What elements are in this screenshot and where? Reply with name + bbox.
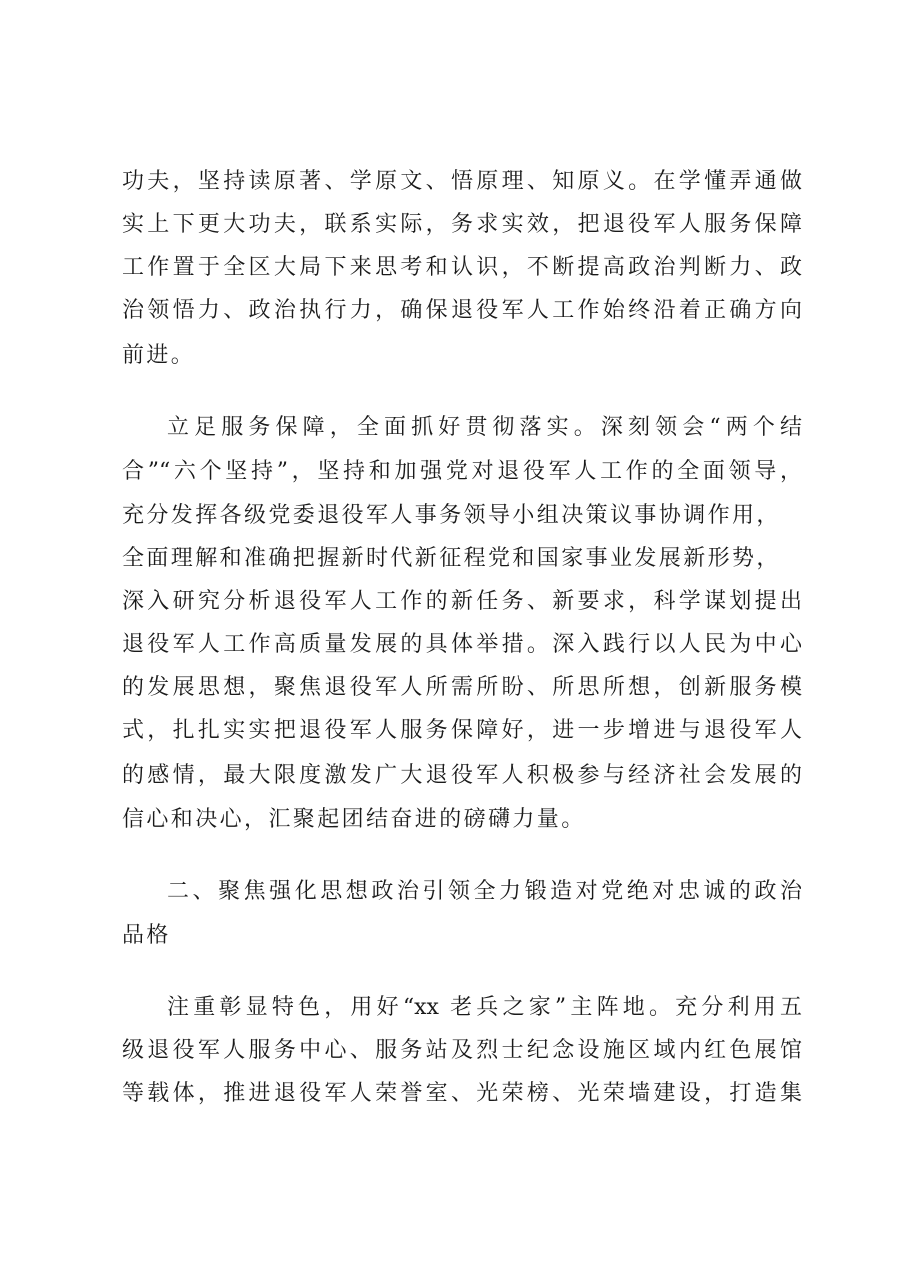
paragraph-line: 前进。 bbox=[122, 343, 196, 368]
paragraph-line: 合”“六个坚持”，坚持和加强党对退役军人工作的全面领导， bbox=[122, 459, 802, 484]
paragraph-line: 级退役军人服务中心、服务站及烈士纪念设施区域内红色展馆 bbox=[122, 1038, 802, 1063]
paragraph-line: 的感情，最大限度激发广大退役军人积极参与经济社会发展的 bbox=[122, 763, 802, 788]
paragraph-line: 等载体，推进退役军人荣誉室、光荣榜、光荣墙建设，打造集 bbox=[122, 1081, 802, 1106]
paragraph-line: 充分发挥各级党委退役军人事务领导小组决策议事协调作用， bbox=[122, 503, 781, 528]
paragraph-line: 深入研究分析退役军人工作的新任务、新要求，科学谋划提出 bbox=[122, 589, 802, 614]
paragraph-line: 实上下更大功夫，联系实际，务求实效，把退役军人服务保障 bbox=[122, 212, 802, 237]
paragraph-line: 工作置于全区大局下来思考和认识，不断提高政治判断力、政 bbox=[122, 255, 802, 280]
paragraph-line: 式，扎扎实实把退役军人服务保障好，进一步增进与退役军人 bbox=[122, 718, 802, 743]
paragraph-line: 信心和决心，汇聚起团结奋进的磅礴力量。 bbox=[122, 807, 586, 832]
paragraph-first-line: 立足服务保障，全面抓好贯彻落实。深刻领会“两个结 bbox=[167, 415, 802, 440]
paragraph-line: 全面理解和准确把握新时代新征程党和国家事业发展新形势， bbox=[122, 546, 781, 571]
section-heading-line: 二、聚焦强化思想政治引领全力锻造对党绝对忠诚的政治 bbox=[167, 879, 802, 904]
paragraph-line: 治领悟力、政治执行力，确保退役军人工作始终沿着正确方向 bbox=[122, 298, 802, 323]
paragraph-first-line: 注重彰显特色，用好“xx 老兵之家”主阵地。充分利用五 bbox=[167, 995, 802, 1020]
section-heading-line: 品格 bbox=[122, 923, 171, 948]
paragraph-line: 的发展思想，聚焦退役军人所需所盼、所思所想，创新服务模 bbox=[122, 675, 802, 700]
paragraph-line: 退役军人工作高质量发展的具体举措。深入践行以人民为中心 bbox=[122, 632, 802, 657]
paragraph-line: 功夫，坚持读原著、学原文、悟原理、知原义。在学懂弄通做 bbox=[122, 169, 802, 194]
